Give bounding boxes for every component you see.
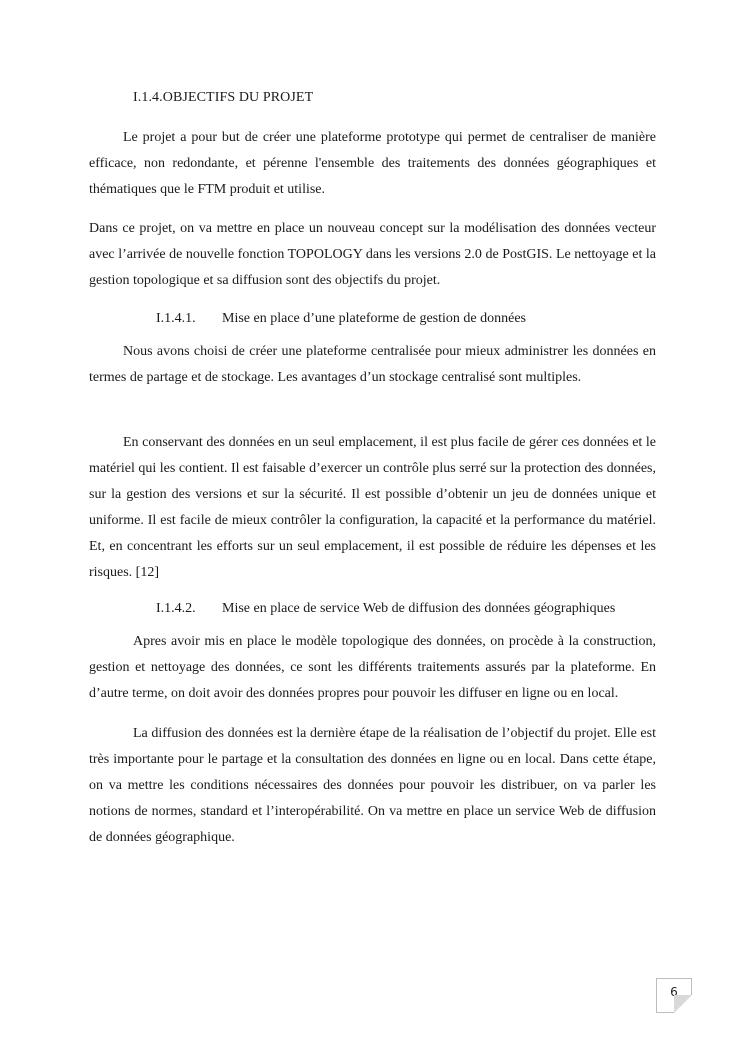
- subsection-title-1: Mise en place d’une plateforme de gestion de données: [222, 311, 527, 326]
- paragraph-topology-concept: Dans ce projet, on va mettre en place un nouveau concept sur la modélisation des données vecteur avec l’arrivée de nouvelle fonction TOPOLOGY dans les versions 2.0 de PostGIS. Le nettoyage et la gestion topologique et sa diffusion sont des objectifs du projet.: [89, 221, 656, 288]
- page-number: 6: [670, 985, 678, 999]
- subsection-number-1: I.1.4.1.: [156, 311, 196, 326]
- section-heading: I.1.4.OBJECTIFS DU PROJET: [133, 90, 314, 105]
- paragraph-centralized-platform: Nous avons choisi de créer une plateforme centralisée pour mieux administrer les données en termes de partage et de stockage. Les avantages d’un stockage centralisé sont multiples.: [89, 344, 656, 385]
- paragraph-data-diffusion: La diffusion des données est la dernière étape de la réalisation de l’objectif du projet. Elle est très importante pour le partage et la consultation des données en ligne ou en local. Dans cette étape, on va mettre les conditions nécessaires des données pour pouvoir les distribuer, on va parler les notions de normes, standard et l’interopérabilité. On va mettre en place un service Web de diffusion de données géographique.: [89, 726, 656, 845]
- subsection-number-2: I.1.4.2.: [156, 601, 196, 616]
- page-number-box: [656, 978, 692, 1013]
- subsection-heading-1: [156, 310, 526, 328]
- subsection-heading-2: [156, 600, 615, 618]
- paragraph-topological-model: Apres avoir mis en place le modèle topologique des données, on procède à la construction, gestion et nettoyage des données, ce sont les différents traitements assurés par la plateforme. En d’autre terme, on doit avoir des données propres pour pouvoir les diffuser en ligne ou en local.: [89, 634, 656, 701]
- page-curl-decoration: [674, 995, 692, 1013]
- paragraph-project-goal: Le projet a pour but de créer une plateforme prototype qui permet de centraliser de manière efficace, non redondante, et pérenne l'ensemble des traitements des données géographiques et thématiques que le FTM produit et utilise.: [89, 130, 656, 197]
- paragraph-storage-advantages: En conservant des données en un seul emplacement, il est plus facile de gérer ces données et le matériel qui les contient. Il est faisable d’exercer un contrôle plus serré sur la protection des données, sur la gestion des versions et sur la sécurité. Il est possible d’obtenir un jeu de données unique et uniforme. Il est facile de mieux contrôler la configuration, la capacité et la performance du matériel. Et, en concentrant les efforts sur un seul emplacement, il est possible de réduire les dépenses et les risques. [12]: [89, 435, 656, 580]
- subsection-title-2: Mise en place de service Web de diffusion des données géographiques: [222, 601, 616, 616]
